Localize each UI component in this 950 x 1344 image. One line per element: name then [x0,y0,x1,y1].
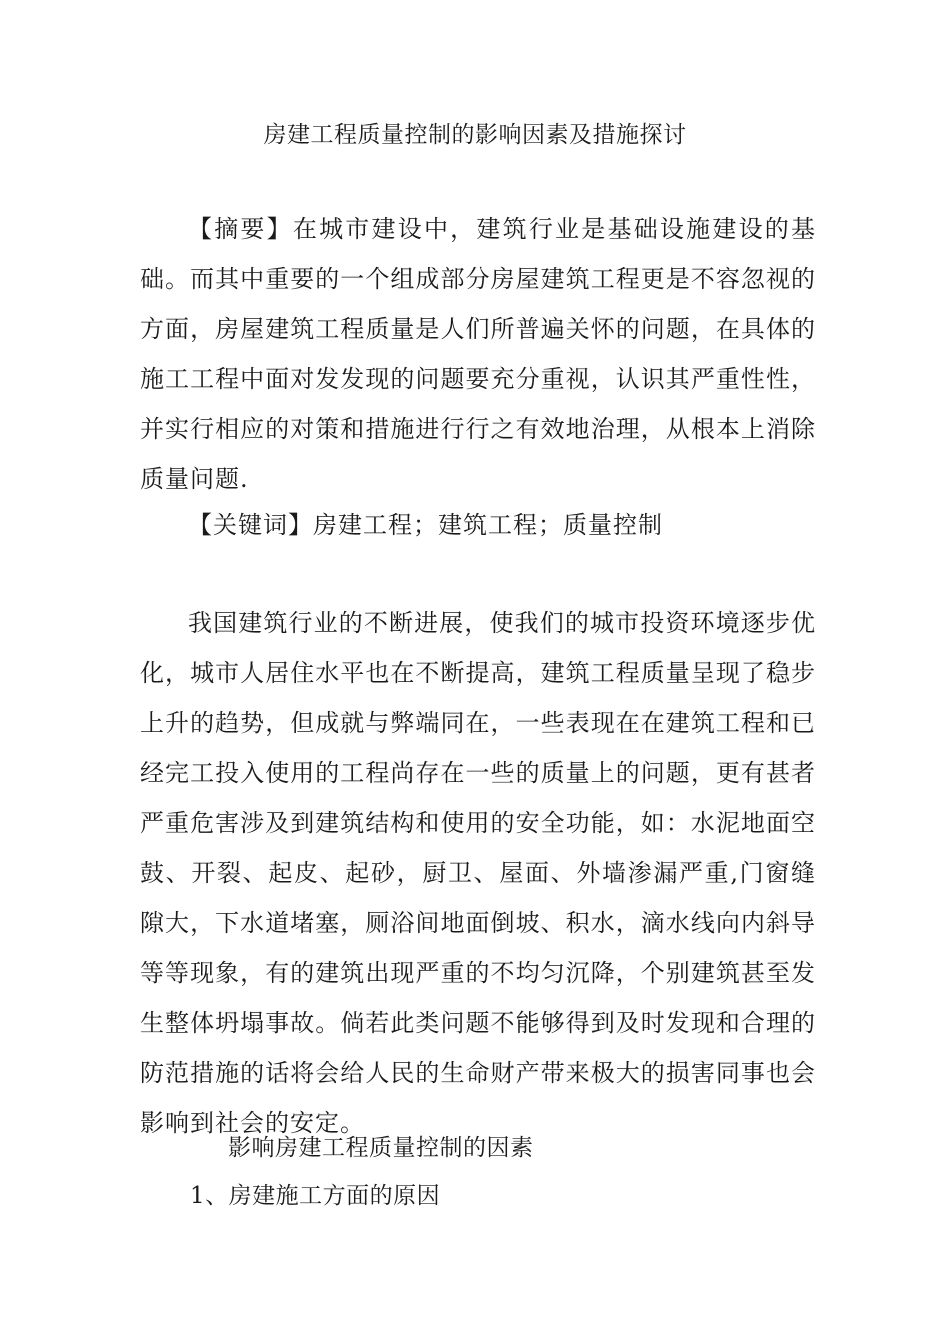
body-paragraph: 我国建筑行业的不断进展，使我们的城市投资环境逐步优化，城市人居住水平也在不断提高，建筑工程质量呈现了稳步上升的趋势，但成就与弊端同在，一些表现在在建筑工程和已经完工投入使用的工程尚存在一些的质量上的问题，更有甚者严重危害涉及到建筑结构和使用的安全功能，如：水泥地面空鼓、开裂、起皮、起砂，厨卫、屋面、外墙渗漏严重,门窗缝隙大，下水道堵塞，厕浴间地面倒坡、积水，滴水线向内斜导等等现象，有的建筑出现严重的不均匀沉降，个别建筑甚至发生整体坍塌事故。倘若此类问题不能够得到及时发现和合理的防范措施的话将会给人民的生命财产带来极大的损害同事也会影响到社会的安定。 [140,609,816,1137]
document-title: 房建工程质量控制的影响因素及措施探讨 [263,122,687,148]
section-heading: 影响房建工程质量控制的因素 [228,1135,534,1161]
subsection-heading: 1、房建施工方面的原因 [190,1183,441,1209]
abstract-paragraph: 【摘要】在城市建设中，建筑行业是基础设施建设的基础。而其中重要的一个组成部分房屋建筑工程更是不容忽视的方面，房屋建筑工程质量是人们所普遍关怀的问题，在具体的施工工程中面对发发现的问题要充分重视，认识其严重性性，并实行相应的对策和措施进行行之有效地治理，从根本上消除质量问题. [140,215,816,493]
keywords-paragraph: 【关键词】房建工程；建筑工程；质量控制 [188,511,663,539]
